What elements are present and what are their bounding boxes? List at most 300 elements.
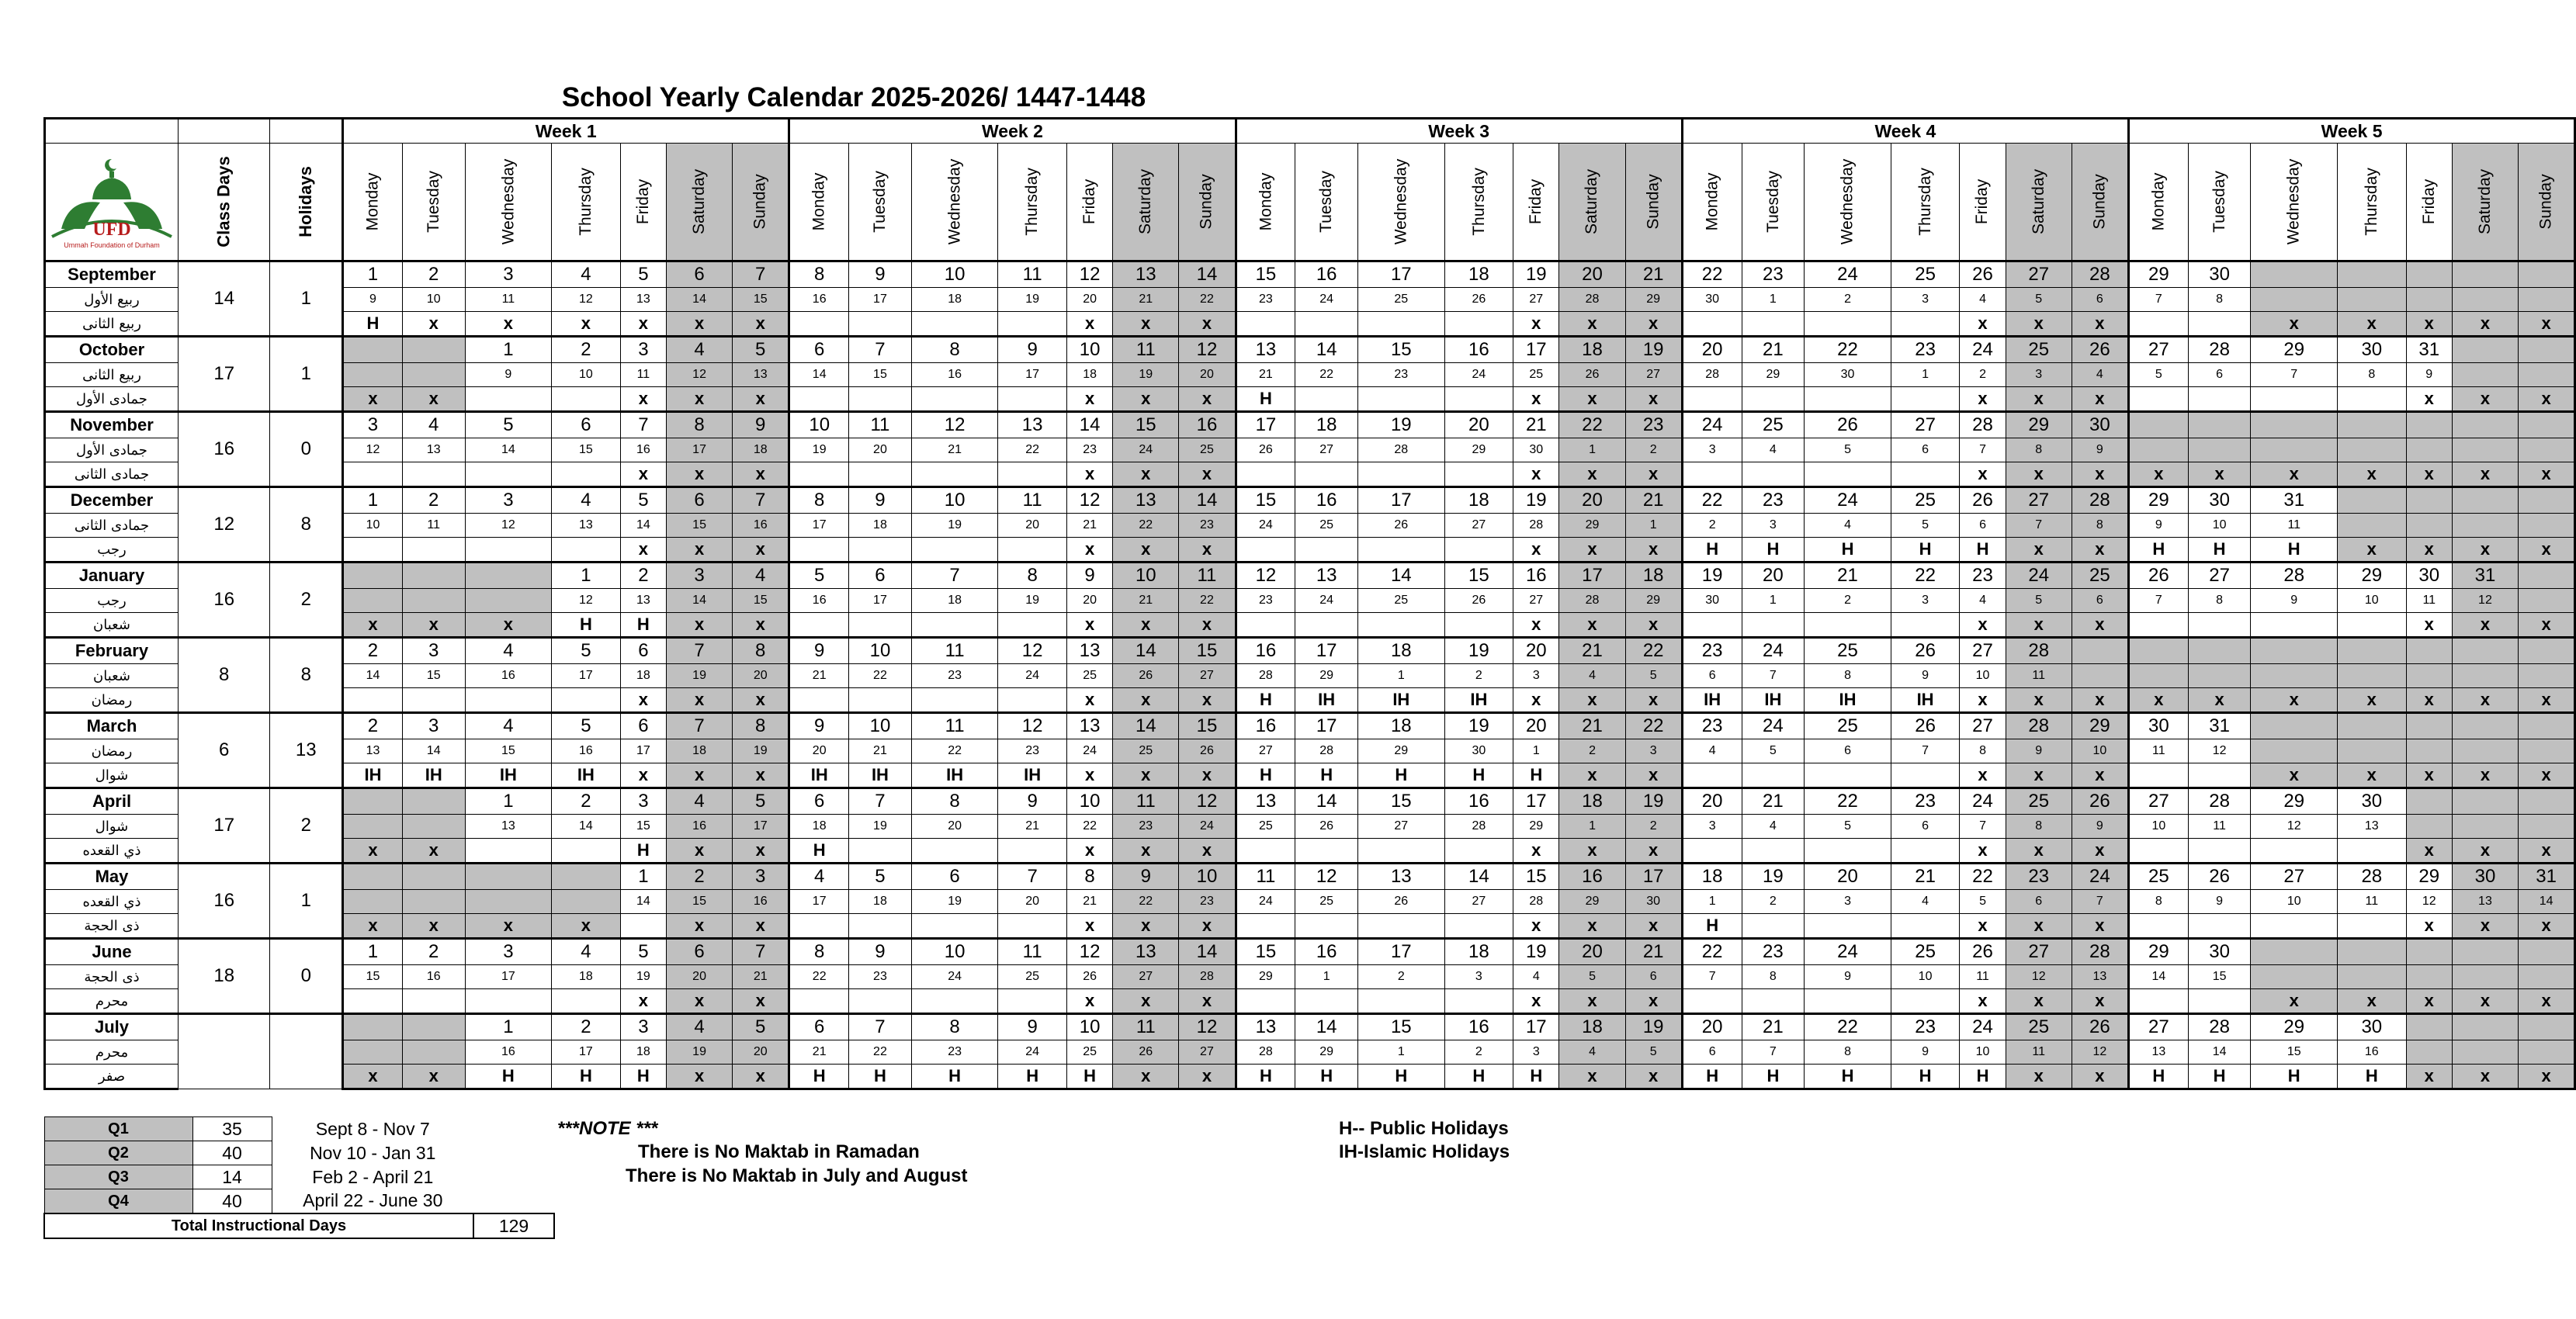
status-cell <box>402 538 465 563</box>
hijri-date-cell: 26 <box>1179 739 1236 763</box>
hijri-date-cell: 4 <box>1960 589 2006 613</box>
status-cell: x <box>1179 462 1236 487</box>
status-cell <box>2338 613 2407 638</box>
hijri-date-cell: 3 <box>1625 739 1682 763</box>
quarter-row <box>44 1117 554 1141</box>
week-header-4: Week 4 <box>1682 119 2128 144</box>
hijri-date-cell: 28 <box>1559 589 1625 613</box>
status-cell <box>1805 387 1891 412</box>
date-cell: 2 <box>552 337 621 363</box>
status-cell <box>402 462 465 487</box>
date-cell: 7 <box>849 337 912 363</box>
status-cell <box>789 688 849 713</box>
date-cell: 13 <box>1236 788 1295 815</box>
status-cell: x <box>1066 462 1112 487</box>
hijri-date-cell: 11 <box>2338 890 2407 914</box>
hijri-date-cell: 6 <box>1891 438 1960 462</box>
status-cell: x <box>2338 462 2407 487</box>
hijri-date-cell <box>2518 363 2574 387</box>
hijri-date-cell: 11 <box>2006 1040 2072 1065</box>
day-header-label: Thursday <box>576 168 595 236</box>
date-cell: 13 <box>1236 1014 1295 1040</box>
date-cell: 20 <box>1444 412 1513 438</box>
hijri-date-cell: 18 <box>911 288 998 312</box>
status-cell <box>1295 538 1358 563</box>
date-cell: 24 <box>2072 864 2128 890</box>
status-cell <box>911 387 998 412</box>
hijri-date-cell <box>2188 664 2251 688</box>
day-header-saturday <box>667 144 733 261</box>
status-cell: x <box>667 1065 733 1089</box>
date-cell: 9 <box>1113 864 1179 890</box>
date-cell: 29 <box>2129 261 2189 288</box>
date-cell: 13 <box>1113 261 1179 288</box>
hijri-date-cell: 9 <box>2006 739 2072 763</box>
status-cell: x <box>667 839 733 864</box>
week-header-1: Week 1 <box>343 119 789 144</box>
date-cell: 26 <box>2129 563 2189 589</box>
status-cell: x <box>733 613 789 638</box>
status-cell <box>2188 387 2251 412</box>
hijri-date-cell: 15 <box>465 739 552 763</box>
hijri-date-cell: 10 <box>1891 965 1960 989</box>
status-cell: H <box>1444 1065 1513 1089</box>
hijri-date-cell: 29 <box>1742 363 1805 387</box>
hijri-date-cell: 11 <box>2251 514 2338 538</box>
date-cell: 18 <box>1444 487 1513 514</box>
status-cell <box>789 312 849 337</box>
hijri-date-cell: 15 <box>849 363 912 387</box>
status-cell: x <box>1559 763 1625 788</box>
status-cell: x <box>2452 989 2518 1014</box>
status-cell <box>1805 839 1891 864</box>
date-cell: 8 <box>789 487 849 514</box>
hijri-date-cell: 14 <box>2129 965 2189 989</box>
hijri-date-cell: 24 <box>1179 815 1236 839</box>
date-cell: 13 <box>1066 713 1112 739</box>
status-cell <box>1444 538 1513 563</box>
status-cell: IH <box>998 763 1067 788</box>
date-cell: 25 <box>2006 337 2072 363</box>
hijri-date-cell: 3 <box>1513 1040 1559 1065</box>
hijri-date-cell: 23 <box>1113 815 1179 839</box>
hijri-date-cell: 7 <box>1742 1040 1805 1065</box>
date-cell: 19 <box>1444 638 1513 664</box>
status-cell <box>1236 312 1295 337</box>
status-cell: x <box>2338 312 2407 337</box>
status-cell: x <box>1960 989 2006 1014</box>
date-cell: 9 <box>849 261 912 288</box>
status-cell: x <box>667 387 733 412</box>
hijri-date-cell: 9 <box>2129 514 2189 538</box>
hijri-date-cell: 10 <box>2188 514 2251 538</box>
date-cell: 27 <box>2006 487 2072 514</box>
date-cell <box>2406 261 2452 288</box>
date-cell: 15 <box>1236 261 1295 288</box>
hijri-date-cell <box>2452 363 2518 387</box>
date-cell: 15 <box>1513 864 1559 890</box>
hijri-date-cell: 21 <box>1113 288 1179 312</box>
hijri-date-cell: 10 <box>2338 589 2407 613</box>
date-cell: 7 <box>849 788 912 815</box>
hijri-date-cell: 11 <box>402 514 465 538</box>
status-cell: x <box>1113 914 1179 939</box>
quarter-row <box>44 1189 554 1214</box>
status-cell <box>402 989 465 1014</box>
date-cell: 6 <box>789 337 849 363</box>
status-cell: x <box>2338 538 2407 563</box>
hijri-date-cell: 1 <box>1559 438 1625 462</box>
date-cell: 26 <box>1960 939 2006 965</box>
day-header-friday <box>1960 144 2006 261</box>
hijri-date-cell: 16 <box>733 514 789 538</box>
hijri-date-cell: 15 <box>2251 1040 2338 1065</box>
hijri-date-cell: 6 <box>2006 890 2072 914</box>
date-cell: 12 <box>998 713 1067 739</box>
status-cell <box>2129 387 2189 412</box>
day-header-label: Wednesday <box>1838 158 1857 245</box>
hijri-date-cell: 2 <box>1559 739 1625 763</box>
date-cell: 28 <box>2251 563 2338 589</box>
hijri-date-cell: 11 <box>1960 965 2006 989</box>
week-header-3: Week 3 <box>1236 119 1682 144</box>
status-cell <box>2129 613 2189 638</box>
status-cell: x <box>2452 1065 2518 1089</box>
status-cell <box>998 387 1067 412</box>
hijri-date-cell: 9 <box>2072 438 2128 462</box>
status-cell <box>1805 613 1891 638</box>
hijri-month-1: شوال <box>45 815 179 839</box>
status-cell: x <box>733 312 789 337</box>
status-cell: H <box>2129 538 2189 563</box>
hijri-date-cell: 4 <box>1742 815 1805 839</box>
quarter-label: Q2 <box>44 1141 192 1165</box>
status-cell: x <box>1559 613 1625 638</box>
status-cell: H <box>1742 538 1805 563</box>
date-cell: 11 <box>998 487 1067 514</box>
hijri-date-cell: 17 <box>620 739 666 763</box>
date-cell: 17 <box>1625 864 1682 890</box>
hijri-date-cell: 16 <box>465 664 552 688</box>
date-cell: 10 <box>849 713 912 739</box>
date-cell: 7 <box>849 1014 912 1040</box>
status-cell: H <box>2188 1065 2251 1089</box>
hijri-date-cell: 16 <box>911 363 998 387</box>
hijri-date-cell: 23 <box>1179 514 1236 538</box>
hijri-date-cell: 28 <box>1236 664 1295 688</box>
status-cell <box>849 688 912 713</box>
date-cell: 6 <box>620 638 666 664</box>
hijri-date-cell: 15 <box>402 664 465 688</box>
date-cell: 17 <box>1295 713 1358 739</box>
status-cell: x <box>1513 387 1559 412</box>
hijri-date-cell: 11 <box>620 363 666 387</box>
month-name: September <box>45 261 179 288</box>
day-header-sunday <box>1625 144 1682 261</box>
date-cell: 30 <box>2452 864 2518 890</box>
status-cell: x <box>620 387 666 412</box>
date-cell: 2 <box>402 939 465 965</box>
status-cell <box>2251 387 2338 412</box>
status-cell: x <box>667 914 733 939</box>
date-cell: 23 <box>1742 939 1805 965</box>
hijri-month-1: جمادى الأول <box>45 438 179 462</box>
date-cell: 15 <box>1236 487 1295 514</box>
hijri-date-cell: 6 <box>2188 363 2251 387</box>
date-cell: 8 <box>789 261 849 288</box>
status-cell: H <box>620 839 666 864</box>
hijri-date-cell: 20 <box>1066 589 1112 613</box>
date-cell: 8 <box>911 1014 998 1040</box>
date-cell: 22 <box>1559 412 1625 438</box>
month-name: April <box>45 788 179 815</box>
hijri-date-cell: 28 <box>1513 514 1559 538</box>
hijri-date-cell: 18 <box>733 438 789 462</box>
status-cell: x <box>1625 839 1682 864</box>
status-cell: x <box>1066 688 1112 713</box>
status-cell: x <box>1179 989 1236 1014</box>
status-cell <box>998 538 1067 563</box>
status-cell <box>2129 989 2189 1014</box>
hijri-date-cell: 24 <box>998 664 1067 688</box>
day-header-wednesday <box>1805 144 1891 261</box>
month-row-january <box>45 563 2575 589</box>
date-cell: 7 <box>733 487 789 514</box>
date-cell: 24 <box>1805 261 1891 288</box>
status-cell: x <box>2072 688 2128 713</box>
hijri-date-cell: 6 <box>2072 589 2128 613</box>
date-cell: 5 <box>733 788 789 815</box>
date-cell <box>343 337 403 363</box>
status-cell <box>849 462 912 487</box>
date-cell: 11 <box>1236 864 1295 890</box>
hijri-date-cell: 14 <box>343 664 403 688</box>
date-cell <box>402 563 465 589</box>
date-cell: 1 <box>343 487 403 514</box>
status-cell: H <box>1891 1065 1960 1089</box>
date-cell <box>343 1014 403 1040</box>
status-cell <box>911 613 998 638</box>
hijri-date-cell: 12 <box>552 288 621 312</box>
holidays-count: 2 <box>270 788 343 864</box>
hijri-date-cell: 26 <box>1113 1040 1179 1065</box>
month-name: November <box>45 412 179 438</box>
hijri-date-cell: 14 <box>402 739 465 763</box>
hijri-date-cell: 23 <box>911 664 998 688</box>
hijri-date-cell: 5 <box>1805 438 1891 462</box>
hijri-date-cell: 10 <box>1960 664 2006 688</box>
date-cell: 11 <box>998 261 1067 288</box>
date-cell: 4 <box>667 1014 733 1040</box>
hijri-month-2: شوال <box>45 763 179 788</box>
date-cell: 4 <box>552 261 621 288</box>
date-cell: 9 <box>733 412 789 438</box>
status-cell: x <box>620 462 666 487</box>
hijri-date-cell <box>2338 965 2407 989</box>
hijri-date-cell: 24 <box>1295 589 1358 613</box>
status-cell: H <box>1960 538 2006 563</box>
hijri-date-cell <box>402 589 465 613</box>
date-cell: 18 <box>1444 261 1513 288</box>
status-cell: IH <box>402 763 465 788</box>
date-cell: 12 <box>1066 261 1112 288</box>
hijri-date-cell <box>2406 514 2452 538</box>
hijri-date-cell: 4 <box>1742 438 1805 462</box>
hijri-date-cell: 27 <box>1295 438 1358 462</box>
date-cell: 7 <box>998 864 1067 890</box>
hijri-date-cell: 22 <box>911 739 998 763</box>
hijri-date-cell: 20 <box>998 514 1067 538</box>
hijri-date-cell: 22 <box>1179 589 1236 613</box>
status-cell: x <box>343 387 403 412</box>
hijri-date-cell: 8 <box>2006 438 2072 462</box>
status-cell <box>1295 312 1358 337</box>
status-cell: x <box>1513 914 1559 939</box>
month-name: March <box>45 713 179 739</box>
hijri-date-cell: 5 <box>1960 890 2006 914</box>
status-cell: H <box>343 312 403 337</box>
date-cell: 23 <box>2006 864 2072 890</box>
date-cell: 29 <box>2072 713 2128 739</box>
status-cell: x <box>2072 613 2128 638</box>
date-cell: 4 <box>789 864 849 890</box>
date-cell: 2 <box>402 487 465 514</box>
class-days-count: 17 <box>179 788 270 864</box>
date-cell: 22 <box>1682 261 1742 288</box>
status-cell <box>465 839 552 864</box>
status-cell: x <box>2072 538 2128 563</box>
date-cell: 13 <box>1066 638 1112 664</box>
hijri-date-cell: 14 <box>2518 890 2574 914</box>
date-cell: 15 <box>1358 1014 1445 1040</box>
hijri-date-cell <box>2452 815 2518 839</box>
status-cell: x <box>1113 462 1179 487</box>
date-cell: 30 <box>2188 261 2251 288</box>
status-cell: H <box>911 1065 998 1089</box>
holidays-count: 1 <box>270 337 343 412</box>
day-header-friday <box>1513 144 1559 261</box>
status-cell: x <box>2251 462 2338 487</box>
date-cell: 25 <box>2006 788 2072 815</box>
day-header-monday <box>2129 144 2189 261</box>
status-cell: x <box>2006 387 2072 412</box>
total-label: Total Instructional Days <box>44 1213 473 1238</box>
hijri-date-cell: 26 <box>1113 664 1179 688</box>
date-cell: 10 <box>1179 864 1236 890</box>
hijri-month-1: ربيع الأول <box>45 288 179 312</box>
day-header-wednesday <box>465 144 552 261</box>
day-header-thursday <box>1444 144 1513 261</box>
hijri-date-cell: 15 <box>733 589 789 613</box>
hijri-date-cell: 27 <box>1236 739 1295 763</box>
date-cell: 30 <box>2188 487 2251 514</box>
day-header-label: Tuesday <box>870 171 889 233</box>
day-header-label: Monday <box>363 172 382 231</box>
status-cell: x <box>2006 989 2072 1014</box>
hijri-date-cell: 13 <box>2129 1040 2189 1065</box>
hijri-date-cell: 2 <box>1742 890 1805 914</box>
hijri-date-cell <box>2406 1040 2452 1065</box>
date-cell: 6 <box>620 713 666 739</box>
status-cell: H <box>2338 1065 2407 1089</box>
date-cell <box>343 864 403 890</box>
hijri-date-cell: 7 <box>1960 815 2006 839</box>
date-cell: 20 <box>1559 939 1625 965</box>
quarter-days: 35 <box>192 1117 272 1141</box>
date-cell: 14 <box>1358 563 1445 589</box>
day-header-label: Saturday <box>1136 168 1155 235</box>
spacer <box>473 1165 554 1189</box>
day-header-label: Wednesday <box>498 158 517 245</box>
date-cell: 14 <box>1444 864 1513 890</box>
hijri-date-cell: 27 <box>1179 1040 1236 1065</box>
day-header-wednesday <box>2251 144 2338 261</box>
date-cell: 17 <box>1559 563 1625 589</box>
week-header-2: Week 2 <box>789 119 1236 144</box>
status-cell: x <box>1066 989 1112 1014</box>
date-cell: 24 <box>1682 412 1742 438</box>
hijri-date-cell: 21 <box>1066 890 1112 914</box>
hijri-date-cell: 15 <box>2188 965 2251 989</box>
day-header-sunday <box>2518 144 2574 261</box>
date-cell: 5 <box>789 563 849 589</box>
hijri-date-cell <box>2518 815 2574 839</box>
status-cell: x <box>2072 914 2128 939</box>
hijri-month-1: رجب <box>45 589 179 613</box>
date-cell: 4 <box>465 638 552 664</box>
hijri-date-cell: 3 <box>1891 589 1960 613</box>
day-header-label: Friday <box>1527 178 1545 225</box>
date-cell <box>2129 412 2189 438</box>
status-cell: x <box>1960 462 2006 487</box>
hijri-date-cell: 8 <box>2188 288 2251 312</box>
status-cell <box>2338 914 2407 939</box>
status-cell: x <box>2338 688 2407 713</box>
status-cell: x <box>2072 462 2128 487</box>
date-cell: 8 <box>667 412 733 438</box>
hijri-date-cell: 25 <box>1113 739 1179 763</box>
date-cell <box>2518 337 2574 363</box>
date-cell: 18 <box>1358 638 1445 664</box>
hijri-date-cell: 12 <box>552 589 621 613</box>
status-cell: x <box>2518 538 2574 563</box>
hijri-date-cell: 17 <box>849 589 912 613</box>
hijri-date-cell: 15 <box>552 438 621 462</box>
hijri-date-cell: 17 <box>552 1040 621 1065</box>
status-cell: x <box>2518 312 2574 337</box>
date-cell: 10 <box>911 939 998 965</box>
hijri-date-cell <box>2406 288 2452 312</box>
day-header-label: Monday <box>2149 172 2168 231</box>
date-cell: 18 <box>1559 337 1625 363</box>
date-cell: 15 <box>1358 788 1445 815</box>
date-cell: 29 <box>2251 1014 2338 1040</box>
hijri-date-cell: 30 <box>1444 739 1513 763</box>
date-cell: 16 <box>1295 261 1358 288</box>
status-cell: IH <box>1891 688 1960 713</box>
quarter-days: 40 <box>192 1141 272 1165</box>
hijri-date-cell <box>2251 739 2338 763</box>
hijri-date-cell: 16 <box>789 288 849 312</box>
date-cell <box>465 864 552 890</box>
month-row-march <box>45 763 2575 788</box>
day-header-wednesday <box>1358 144 1445 261</box>
status-cell: IH <box>1805 688 1891 713</box>
hijri-date-cell: 4 <box>1960 288 2006 312</box>
hijri-date-cell: 24 <box>1236 514 1295 538</box>
date-cell <box>2518 261 2574 288</box>
date-cell: 11 <box>1179 563 1236 589</box>
